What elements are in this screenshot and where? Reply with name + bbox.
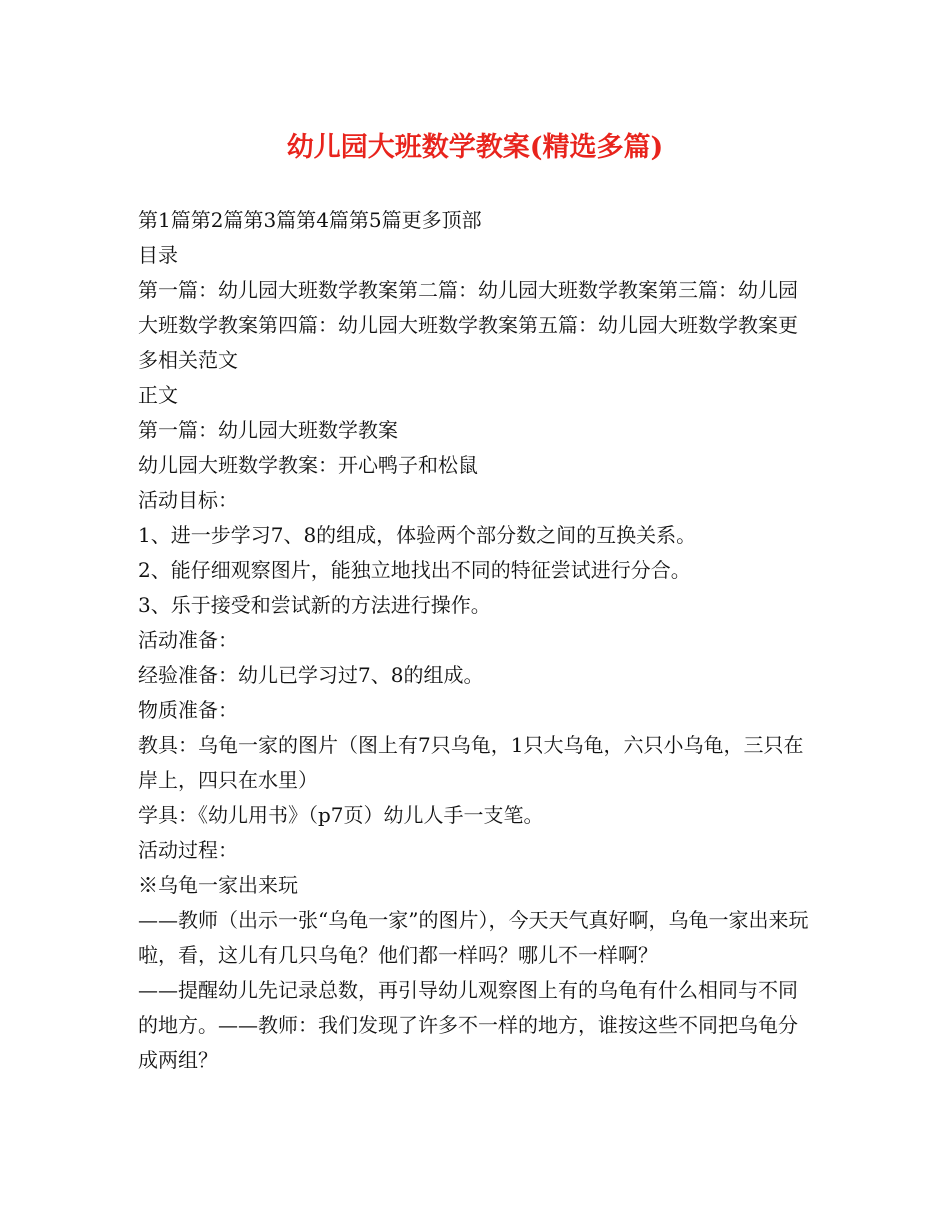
nav-link-1[interactable]: 第1篇 xyxy=(138,208,191,232)
lesson-title: 幼儿园大班数学教案：开心鸭子和松鼠 xyxy=(138,453,478,477)
nav-link-5[interactable]: 第5篇 xyxy=(348,208,402,232)
goal-item: 3、乐于接受和尝试新的方法进行操作。 xyxy=(138,593,491,617)
nav-link-4[interactable]: 第4篇 xyxy=(296,208,349,232)
nav-link-top[interactable]: 顶部 xyxy=(441,208,482,232)
nav-link-more[interactable]: 更多 xyxy=(401,208,442,232)
body-heading: 正文 xyxy=(138,383,178,407)
nav-link-2[interactable]: 第2篇 xyxy=(190,208,244,232)
section-heading-process: 活动过程： xyxy=(138,838,238,862)
section-nav xyxy=(138,203,814,238)
section-heading-preparation: 活动准备： xyxy=(138,628,238,652)
goal-item: 2、能仔细观察图片，能独立地找出不同的特征尝试进行分合。 xyxy=(138,558,691,582)
material-prep-heading: 物质准备： xyxy=(138,698,238,722)
learning-aids: 学具：《幼儿用书》（p7页）幼儿人手一支笔。 xyxy=(138,803,544,827)
goal-item: 1、进一步学习7、8的组成，体验两个部分数之间的互换关系。 xyxy=(138,523,697,547)
experience-prep: 经验准备：幼儿已学习过7、8的组成。 xyxy=(138,663,484,687)
process-step-heading: ※乌龟一家出来玩 xyxy=(138,873,298,897)
document-body xyxy=(138,203,814,1078)
section-heading-goals: 活动目标： xyxy=(138,488,238,512)
teaching-aids: 教具：乌龟一家的图片（图上有7只乌龟，1只大乌龟，六只小乌龟，三只在岸上，四只在水里） xyxy=(138,733,804,792)
document-title: 幼儿园大班数学教案(精选多篇) xyxy=(286,132,664,163)
toc-heading: 目录 xyxy=(138,243,178,267)
process-paragraph: ——教师（出示一张“乌龟一家”的图片），今天天气真好啊，乌龟一家出来玩啦，看，这儿有几只乌龟？他们都一样吗？哪儿不一样啊？ xyxy=(138,908,809,967)
chapter-title: 第一篇：幼儿园大班数学教案 xyxy=(138,418,398,442)
process-paragraph: ——提醒幼儿先记录总数，再引导幼儿观察图上有的乌龟有什么相同与不同的地方。——教师：我们发现了许多不一样的地方，谁按这些不同把乌龟分成两组？ xyxy=(138,978,798,1072)
nav-link-3[interactable]: 第3篇 xyxy=(243,208,297,232)
toc-entries: 第一篇：幼儿园大班数学教案第二篇：幼儿园大班数学教案第三篇：幼儿园大班数学教案第四篇：幼儿园大班数学教案第五篇：幼儿园大班数学教案更多相关范文 xyxy=(138,278,798,372)
